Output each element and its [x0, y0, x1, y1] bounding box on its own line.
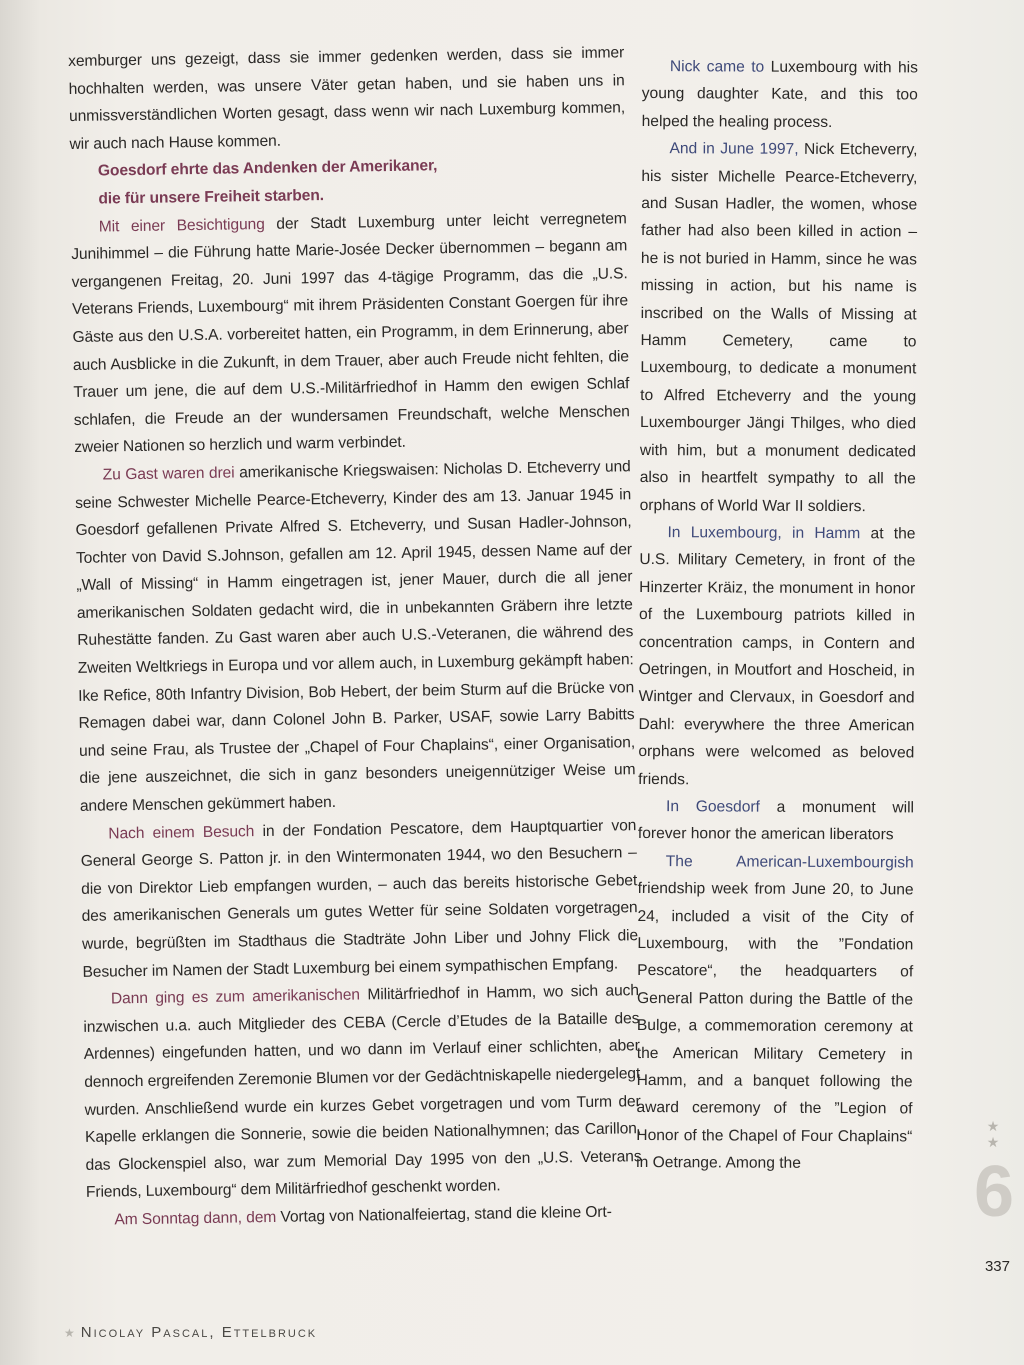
paragraph-body: amerikanische Kriegswaisen: Nicholas D. Etcheverry und seine Schwester Michelle Pearce-Etcheverry, Kinder des am 13. Januar 1945 in Goesdorf gefallenen Private Alfred S. Etcheverry, und Susan Hadler-Johnson, Tochter von David S.Johnson, gefallen am 12. April 1945, dessen Name auf der „Wall of Missing“ in Hamm eingetragen ist, jener Mauer, durch die all jener amerikanischen Soldaten gedacht wird, die in unbekannten Gräbern ihre letzte Ruhestätte fanden. Zu Gast waren aber auch U.S.-Veteranen, die während des Zweiten Weltkriegs in Europa und vor allem auch, in Luxemburg gekämpft haben: Ike Refice, 80th Infantry Division, Bob Hebert, der beim Sturm auf die Brücke von Remagen dabei war, dann Colonel John B. Parker, USAF, sowie Larry Babitts und seine Frau, als Trustee der „Chapel of Four Chaplains“, einer Organisation, die jene auszeichnet, die sich in ganz besonders uneigennütziger Weise um andere Menschen gekümmert haben. [75, 458, 636, 815]
paragraph [75, 453, 637, 820]
author-name: Nicolay Pascal, Ettelbruck [80, 1324, 318, 1341]
german-text-column [68, 39, 643, 1234]
paragraph-lead: Am Sonntag dann, dem [114, 1208, 277, 1229]
paragraph-body: at the U.S. Military Cemetery, in front of the Hinzerter Kräiz, the monument in honor of the Luxembourg patriots killed in concentration camps, in Contern and Oetringen, in Moutfort and Hoscheid, in Wintger and Clervaux, in Goesdorf and Dahl: everywhere the three American orphans were welcomed as beloved friends. [638, 525, 916, 788]
paragraph [80, 812, 639, 986]
heading-line: Goesdorf ehrte das Andenken der Amerikaner, [97, 157, 438, 180]
heading-line: die für unsere Freiheit starben. [98, 186, 325, 208]
paragraph-body: Luxembourg with his young daughter Kate, and this too helped the healing process. [641, 58, 918, 131]
paragraph-body: Nick Etcheverry, his sister Michelle Pearce-Etcheverry, and Susan Hadler, the women, whose father had also been killed in action – he is not buried in Hamm, since he was missing in action, but his name is inscribed on the Walls of Missing at Hamm Cemetery, came to Luxembourg, to dedicate a monument to Alfred Etcheverry and the young Luxembourger Jängi Thilges, who died with him, but a monument dedicated also in heartfelt sympathy to all the orphans of World War II soldiers. [639, 141, 918, 515]
paragraph-lead: Nick came to [669, 58, 765, 76]
paragraph [642, 53, 918, 137]
paragraph-body: a monument will forever honor the american liberators [637, 798, 915, 844]
paragraph-lead: And in June 1997, [669, 140, 799, 159]
page-number: 337 [984, 1258, 1010, 1275]
paragraph-lead: Mit einer Besichtigung [98, 215, 265, 236]
paragraph-lead: Nach einem Besuch [108, 822, 255, 843]
paragraph-lead: Dann ging es zum amerikanischen [110, 986, 361, 1008]
footer-credit [64, 1324, 317, 1341]
paragraph-lead: The American-Luxembourgish [665, 852, 914, 872]
paragraph-body: in der Fondation Pescatore, dem Hauptquartier von General George S. Patton jr. in den Wintermonaten 1944, wo den Besuchern – die von Direktor Lieb empfangen wurden, – auch das bereits historische Gebet des amerikanischen Generals um gutes Wetter für seine Soldaten vorgetragen wurde, begrüßten im Stadthaus die Stadträte John Liber und Johny Flick die Besucher im Namen der Stadt Luxemburg bei einem sympathischen Empfang. [80, 816, 639, 981]
paragraph [640, 135, 918, 520]
paragraph-body: Vortag von Nationalfeiertag, stand die kleine Ort- [276, 1203, 612, 1226]
paragraph-body: friendship week from June 20, to June 24, included a visit of the City of Luxembourg, with the ”Fondation Pescatore“, the headquarters of General Patton during the Battle of the Bulge, a commemoration ceremony at the American Military Cemetery in Hamm, and a banquet following the award ceremony of the ”Legion of Honor of the Chapel of Four Chaplains“ in Oetrange. Among the [636, 880, 914, 1173]
star-icon: ★ ★ [986, 1118, 1000, 1150]
paragraph-body: der Stadt Luxemburg unter leicht verregnetem Junihimmel – die Führung hatte Marie-Josée Decker übernommen – begann am vergangenen Freitag, 20. Juni 1997 das 4-tägige Programm, das die „U.S. Veterans Friends, Luxembourg“ mit ihrem Präsidenten Constant Goergen für ihre Gäste aus den U.S.A. vorbereitet hatten, ein Programm, in dem Erinnerung, aber auch Ausblicke in die Zukunft, in dem Trauer, aber auch Freude nicht fehlten, die Trauer um jene, die auf dem U.S.-Militärfriedhof in Hamm den ewigen Schlaf schlafen, die Freude an der wundersamen Freundschaft, welche Menschen zweier Nationen so herzlich und warm verbindet. [71, 209, 630, 457]
paragraph: xemburger uns gezeigt, dass sie immer gedenken werden, dass sie immer hochhalten werden, was unsere Väter getan haben, und sie haben uns in unmissverständlichen Worten gesagt, dass wenn wir nach Luxemburg kommen, wir auch nach Hause kommen. [68, 44, 626, 153]
paragraph [83, 977, 642, 1206]
paragraph-body: Militärfriedhof in Hamm, wo sich auch inzwischen u.a. auch Mitglieder des CEBA (Cercle d’Etudes de la Bataille des Ardennes) eingefunden hatten, und wo dann im Verlauf einer schlichten, aber dennoch ergreifenden Zeremonie Blumen vor der Gedächtniskapelle niedergelegt wurden. Anschließend wurde ein kurzes Gebet vorgetragen und vom Turm der Kapelle erklangen die Sonnerie, sowie die beiden Nationalhymnen; das Carillon, das Glockenspiel also, war zum Memorial Day 1995 von den „U.S. Veterans Friends, Luxembourg“ dem Militärfriedhof geschenkt worden. [83, 982, 642, 1202]
star-icon: ★ [64, 1326, 77, 1340]
paragraph [638, 519, 915, 795]
english-text-column [636, 53, 918, 1178]
section-heading [70, 150, 627, 214]
paragraph-lead: In Goesdorf [666, 798, 760, 816]
paragraph-lead: Zu Gast waren drei [102, 464, 235, 484]
paragraph [636, 848, 914, 1178]
chapter-number: 6 [973, 1152, 1015, 1232]
paragraph [71, 205, 631, 462]
paragraph-lead: In Luxembourg, in Hamm [667, 524, 861, 543]
paragraph [638, 793, 914, 849]
